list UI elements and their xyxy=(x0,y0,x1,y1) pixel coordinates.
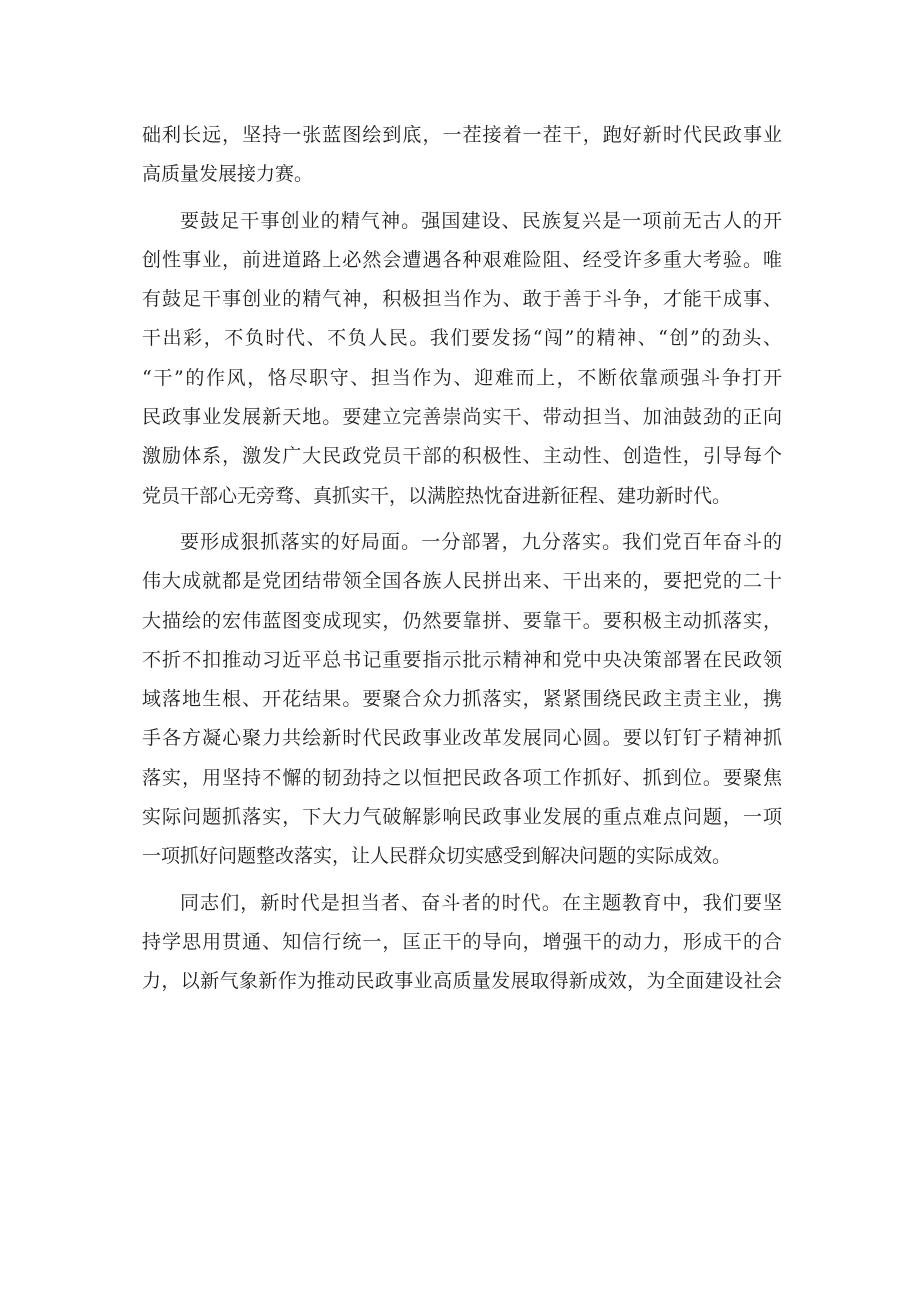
text-line: 伟大成就都是党团结带领全国各族人民拼出来、干出来的，要把党的二十 xyxy=(142,570,782,593)
text-line: 激励体系，激发广大民政党员干部的积极性、主动性、创造性，引导每个 xyxy=(142,445,782,468)
text-line: 持学思用贯通、知信行统一，匡正干的导向，增强干的动力，形成干的合 xyxy=(142,930,782,953)
text-line: 创性事业，前进道路上必然会遭遇各种艰难险阻、经受许多重大考验。唯 xyxy=(142,248,782,271)
text-line: “干”的作风，恪尽职守、担当作为、迎难而上，不断依靠顽强斗争打开 xyxy=(142,366,782,389)
paragraph-3 xyxy=(142,523,782,877)
body-text xyxy=(142,116,782,1009)
text-line: 实际问题抓落实，下大力气破解影响民政事业发展的重点难点问题，一项 xyxy=(142,806,782,829)
text-line: 民政事业发展新天地。要建立完善崇尚实干、带动担当、加油鼓劲的正向 xyxy=(142,406,782,429)
paragraph-2 xyxy=(142,202,782,516)
text-line: 高质量发展接力赛。 xyxy=(142,163,314,186)
text-line: 落实，用坚持不懈的韧劲持之以恒把民政各项工作抓好、抓到位。要聚焦 xyxy=(142,766,782,789)
text-line: 一项抓好问题整改落实，让人民群众切实感受到解决问题的实际成效。 xyxy=(142,845,732,868)
text-line: 要形成狠抓落实的好局面。一分部署，九分落实。我们党百年奋斗的 xyxy=(180,530,782,553)
text-line: 手各方凝心聚力共绘新时代民政事业改革发展同心圆。要以钉钉子精神抓 xyxy=(142,727,782,750)
text-line: 党员干部心无旁骛、真抓实干，以满腔热忱奋进新征程、建功新时代。 xyxy=(142,484,732,507)
text-line: 力，以新气象新作为推动民政事业高质量发展取得新成效，为全面建设社会 xyxy=(142,970,782,993)
text-line: 不折不扣推动习近平总书记重要指示批示精神和党中央决策部署在民政领 xyxy=(142,648,782,671)
paragraph-4 xyxy=(142,884,782,1002)
paragraph-1 xyxy=(142,116,782,195)
text-line: 要鼓足干事创业的精气神。强国建设、民族复兴是一项前无古人的开 xyxy=(180,209,782,232)
text-line: 域落地生根、开花结果。要聚合众力抓落实，紧紧围绕民政主责主业，携 xyxy=(142,688,782,711)
text-line: 同志们，新时代是担当者、奋斗者的时代。在主题教育中，我们要坚 xyxy=(180,891,782,914)
text-line: 础利长远，坚持一张蓝图绘到底，一茬接着一茬干，跑好新时代民政事业 xyxy=(142,124,782,146)
text-line: 大描绘的宏伟蓝图变成现实，仍然要靠拼、要靠干。要积极主动抓落实， xyxy=(142,609,782,632)
text-line: 有鼓足干事创业的精气神，积极担当作为、敢于善于斗争，才能干成事、 xyxy=(142,288,782,311)
text-line: 干出彩，不负时代、不负人民。我们要发扬“闯”的精神、“创”的劲头、 xyxy=(142,327,782,350)
